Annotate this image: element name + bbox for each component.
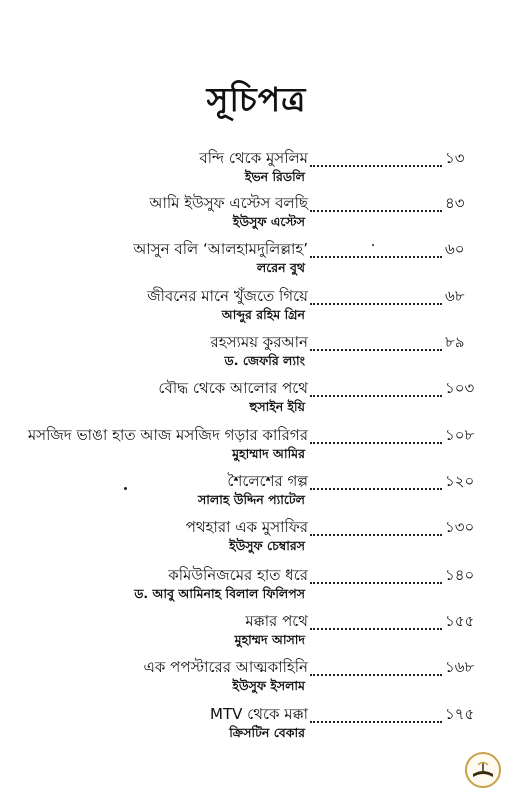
entry-author: সালাহ উদ্দিন প্যাটেল [198,492,305,507]
entry-title: বন্দি থেকে মুসলিম [199,149,308,167]
page-number: ১৫৫ [445,612,475,630]
page-title: সূচিপত্র [206,80,307,119]
entry-author: ইউসুফ ইসলাম [232,678,305,693]
dot-leader [310,705,442,723]
entry-author: ক্রিসটিন বেকার [229,725,305,740]
dot-leader [310,566,442,584]
entry-author: মুহাম্মদ আসাদ [234,632,305,647]
entry-title: শৈলেশের গল্প [227,472,308,490]
entry-author: ড. জেফরি ল্যাং [224,353,305,368]
entry-title: পথহারা এক মুসাফির [185,518,308,536]
page-number: ১২০ [445,472,475,490]
dot-leader [310,149,442,167]
entry-title: জীবনের মানে খুঁজতে গিয়ে [147,287,308,305]
entry-title: বৌদ্ধ থেকে আলোর পথে [158,379,308,397]
dot-leader [310,658,442,676]
page-number: ৬০ [445,240,465,258]
entry-title: আসুন বলি ‘আলহামদুলিল্লাহ’ [133,240,308,258]
ink-speck [124,487,127,490]
page-number: ৮৯ [445,333,465,351]
entry-title: এক পপস্টারের আত্মকাহিনি [143,658,308,676]
page-number: ১৬৮ [445,658,475,676]
dot-leader [310,379,442,397]
dot-leader [310,194,442,212]
book-emblem-icon [467,754,499,786]
entry-author: ড. আবু আমিনাহ বিলাল ফিলিপস [134,586,305,601]
entry-title: MTV থেকে মক্কা [210,705,308,723]
dot-leader [310,426,442,444]
ink-speck [372,244,374,246]
page-number: ১৭৫ [445,705,475,723]
entry-author: লরেন বুথ [256,260,305,275]
page-number: ৬৮ [445,287,465,305]
entry-title: রহস্যময় কুরআন [210,333,308,351]
entry-author: হুসাইন ইয়ি [249,399,305,414]
dot-leader [310,240,442,258]
page-number: ১৩ [445,149,465,167]
dot-leader [310,612,442,630]
page-number: ৪৩ [445,194,465,212]
dot-leader [310,287,442,305]
dot-leader [310,333,442,351]
entry-author: ইউসুফ চেম্বারস [229,538,305,553]
dot-leader [310,518,442,536]
entry-author: আব্দুর রহিম গ্রিন [221,307,305,322]
entry-author: মুহাম্মাদ আমির [232,446,305,461]
publisher-logo [465,752,501,788]
entry-author: ইভন রিডলি [244,169,305,184]
entry-author: ইউসুফ এস্টেস [232,214,305,229]
entry-title: কমিউনিজমের হাত ধরে [168,566,308,584]
page-number: ১৪০ [445,566,475,584]
page-number: ১০৩ [445,379,475,397]
page-number: ১০৮ [445,426,475,444]
entry-title: মক্কার পথে [245,612,308,630]
page-number: ১৩০ [445,518,475,536]
dot-leader [310,472,442,490]
entry-title: মসজিদ ভাঙা হাত আজ মসজিদ গড়ার কারিগর [27,426,308,444]
entry-title: আমি ইউসুফ এস্টেস বলছি [149,194,308,212]
